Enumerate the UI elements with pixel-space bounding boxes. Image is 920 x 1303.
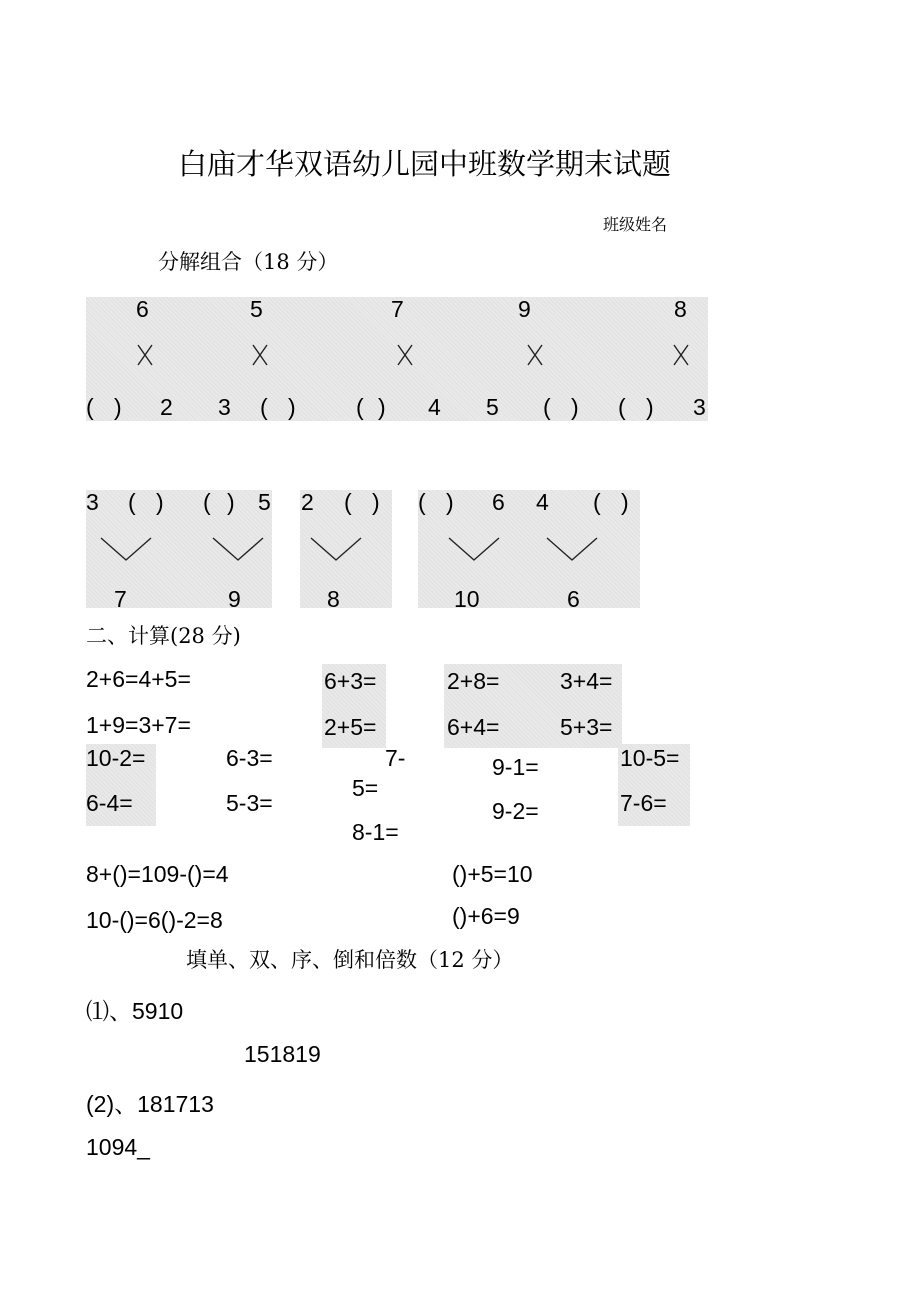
equation: 2+8= (447, 668, 500, 694)
given-number: 3 (218, 394, 231, 420)
split-mark-icon (132, 342, 158, 368)
given-number: 5 (486, 394, 499, 420)
answer-blank[interactable]: ( ) (543, 394, 579, 420)
split-mark-icon (392, 342, 418, 368)
equation: 6+3= (324, 668, 377, 694)
answer-blank[interactable]: ( ) (260, 394, 296, 420)
answer-blank[interactable]: ( ) (593, 489, 629, 515)
split-mark-icon (247, 342, 273, 368)
combine-mark-icon (308, 534, 364, 564)
fill-equation: ()+5=10 (452, 861, 533, 887)
sum-number: 10 (454, 586, 480, 612)
answer-blank[interactable]: ( ) (344, 489, 380, 515)
answer-blank[interactable]: ( ) (86, 394, 122, 420)
given-number: 5 (258, 489, 271, 515)
given-number: 3 (86, 489, 99, 515)
equation: 8-1= (352, 819, 399, 845)
equation: 3+4= (560, 668, 613, 694)
fill-equation: 10-()=6()-2=8 (86, 907, 223, 933)
top-number: 7 (391, 296, 404, 322)
sequence-item: 151819 (244, 1041, 321, 1067)
equation: 7- (385, 745, 406, 771)
equation: 2+6=4+5= (86, 666, 191, 692)
equation: 10-2= (86, 745, 146, 771)
equation: 5-3= (226, 790, 273, 816)
equation: 7-6= (620, 790, 667, 816)
equation: 9-1= (492, 754, 539, 780)
section2-heading: 二、计算(28 分) (86, 624, 241, 648)
sequence-item: ⑴、5910 (86, 998, 184, 1024)
combine-mark-icon (210, 534, 266, 564)
page-title: 白庙才华双语幼儿园中班数学期末试题 (178, 147, 672, 181)
equation: 5+3= (560, 714, 613, 740)
answer-blank[interactable]: ( ) (418, 489, 454, 515)
answer-blank[interactable]: ( ) (356, 394, 386, 420)
sequence-item: 1094_ (86, 1134, 150, 1160)
equation: 6-3= (226, 745, 273, 771)
given-number: 3 (693, 394, 706, 420)
sequence-item: (2)、181713 (86, 1091, 214, 1117)
split-mark-icon (522, 342, 548, 368)
equation: 9-2= (492, 798, 539, 824)
section3-heading: 填单、双、序、倒和倍数（12 分） (186, 948, 514, 972)
top-number: 5 (250, 296, 263, 322)
class-name-label: 班级姓名 (603, 215, 668, 234)
top-number: 9 (518, 296, 531, 322)
equation: 1+9=3+7= (86, 712, 191, 738)
top-number: 8 (674, 296, 687, 322)
sum-number: 7 (114, 586, 127, 612)
top-number: 6 (136, 296, 149, 322)
given-number: 4 (428, 394, 441, 420)
equation: 5= (352, 775, 379, 801)
combine-mark-icon (98, 534, 154, 564)
combine-mark-icon (446, 534, 502, 564)
fill-equation: ()+6=9 (452, 903, 520, 929)
sum-number: 9 (228, 586, 241, 612)
equation: 2+5= (324, 714, 377, 740)
given-number: 2 (301, 489, 314, 515)
given-number: 4 (536, 489, 549, 515)
equation: 10-5= (620, 745, 680, 771)
section1-heading: 分解组合（18 分） (158, 250, 339, 274)
sum-number: 8 (327, 586, 340, 612)
sum-number: 6 (567, 586, 580, 612)
fill-equation: 8+()=109-()=4 (86, 861, 229, 887)
split-mark-icon (668, 342, 694, 368)
answer-blank[interactable]: ( ) (618, 394, 654, 420)
answer-blank[interactable]: ( ) (203, 489, 235, 515)
answer-blank[interactable]: ( ) (128, 489, 164, 515)
combine-mark-icon (544, 534, 600, 564)
given-number: 6 (492, 489, 505, 515)
given-number: 2 (160, 394, 173, 420)
equation: 6+4= (447, 714, 500, 740)
equation: 6-4= (86, 790, 133, 816)
